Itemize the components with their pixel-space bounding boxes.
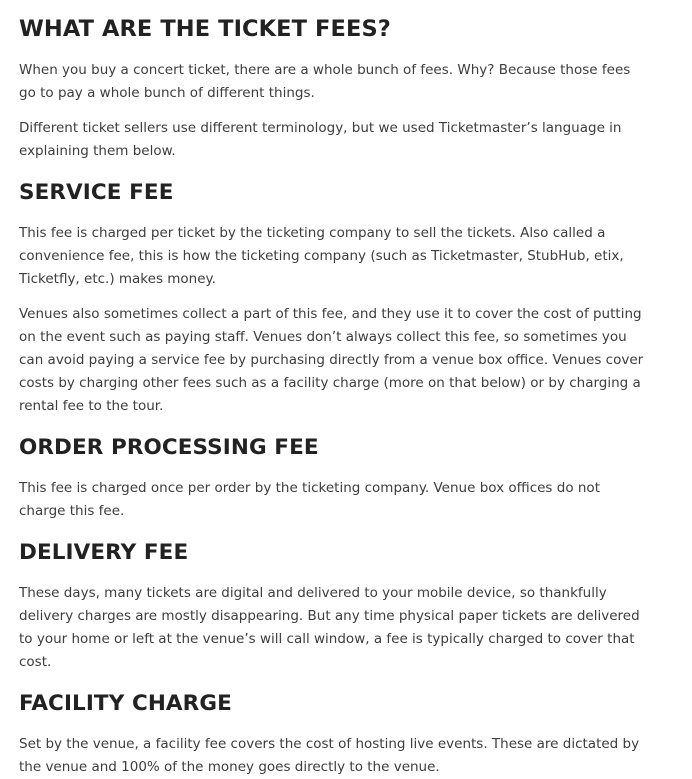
- paragraph: Different ticket sellers use different terminology, but we used Ticketmaster’s language in explaining them below.: [19, 120, 622, 159]
- paragraph: When you buy a concert ticket, there are a whole bunch of fees. Why? Because those fees go to pay a whole bunch of different things.: [19, 62, 631, 101]
- section-heading-service-fee: SERVICE FEE: [19, 180, 174, 205]
- paragraph: This fee is charged once per order by the ticketing company. Venue box offices do not charge this fee.: [19, 480, 600, 519]
- paragraph: These days, many tickets are digital and delivered to your mobile device, so thankfully delivery charges are mostly disappearing. But any time physical paper tickets are delivered to your home or left at the venue’s will call window, a fee is typically charged to cover that cost.: [19, 585, 640, 670]
- page-title: WHAT ARE THE TICKET FEES?: [19, 16, 391, 42]
- section-heading-facility-charge: FACILITY CHARGE: [19, 691, 232, 716]
- article: [0, 14, 692, 779]
- paragraph: Venues also sometimes collect a part of this fee, and they use it to cover the cost of putting on the event such as paying staff. Venues don’t always collect this fee, so sometimes you can avoid paying a service fee by purchasing directly from a venue box office. Venues cover costs by charging other fees such as a facility charge (more on that below) or by charging a rental fee to the tour.: [19, 306, 644, 414]
- paragraph: Set by the venue, a facility fee covers the cost of hosting live events. These are dictated by the venue and 100% of the money goes directly to the venue.: [19, 736, 640, 775]
- section-heading-order-processing-fee: ORDER PROCESSING FEE: [19, 435, 319, 460]
- paragraph: This fee is charged per ticket by the ticketing company to sell the tickets. Also called a convenience fee, this is how the ticketing company (such as Ticketmaster, StubHub, etix, Ticketfly, etc.) makes money.: [19, 225, 624, 287]
- section-heading-delivery-fee: DELIVERY FEE: [19, 540, 189, 565]
